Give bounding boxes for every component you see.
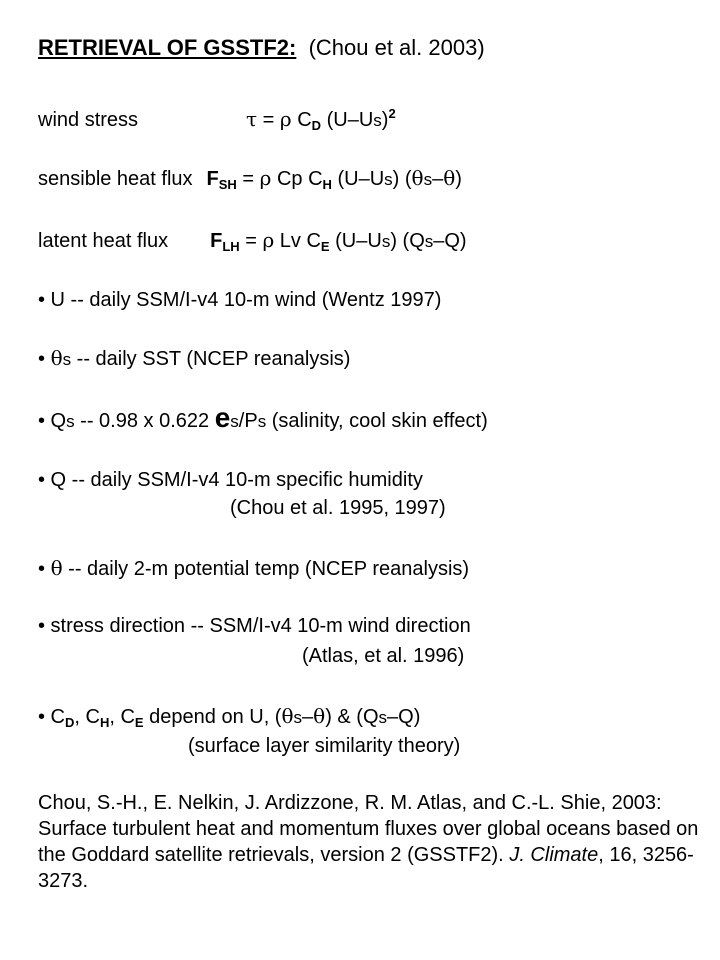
eq-part: (U–U [331,168,385,190]
bullet-text: -- daily 2-m potential temp (NCEP reanalysis) [62,558,470,580]
latent-heat-equation [38,228,467,259]
s-sub: s [230,412,239,431]
theta-symbol: θ [50,346,63,370]
bullet-text: , C [109,706,135,728]
exponent: 2 [388,106,396,121]
bullet-text: /P [238,410,258,432]
c-coef: C [291,109,312,131]
bullet-qs [38,402,488,434]
bullet-q-line1: • Q -- daily SSM/I-v4 10-m specific humidity [38,469,423,491]
title-cite: (Chou et al. 2003) [308,35,485,60]
s-sub: s [384,170,393,189]
bullet-text: depend on U, ( [143,706,282,728]
lv-coef: Lv C [274,230,321,252]
bullet-coeffs [38,704,420,735]
eq-part: ) (Q [390,230,425,252]
theta-symbol: θ [50,556,63,580]
reference-text: Chou, S.-H., E. Nelkin, J. Ardizzone, R. M. Atlas, and C.-L. Shie, 2003: Surface turbulent heat and momentum fluxes over global oceans based on the Goddard satellite retrievals, version 2 (GSSTF2). [38,792,699,866]
eq-close: ) [455,168,462,190]
eq-part: (U–U [329,230,382,252]
eq-part: ) ( [392,168,412,190]
s-sub: s [381,232,391,251]
wind-stress-equation [38,102,396,138]
title-main: RETRIEVAL OF GSSTF2 [38,35,289,60]
s-sub: s [378,708,388,727]
bullet-mark: • [38,558,51,580]
theta-symbol: θ [443,166,456,190]
s-sub: s [373,111,382,130]
eq-close: ) [381,109,389,131]
bullet-mark: • [38,348,51,370]
bullet-text: (salinity, cool skin effect) [266,410,488,432]
bullet-coeffs-line2: (surface layer similarity theory) [188,735,461,757]
bullet-theta [38,556,469,581]
f-symbol: F [206,168,219,190]
f-symbol: F [210,230,223,252]
theta-symbol: θ [313,704,326,728]
c-sub: H [99,715,110,730]
f-sub: LH [222,239,240,254]
sensible-heat-equation [38,166,462,197]
s-sub: s [293,708,303,727]
s-sub: s [423,170,433,189]
c-sub: D [65,715,75,730]
bullet-text: • Q [38,410,67,432]
theta-symbol: θ [281,704,294,728]
equals: = [239,230,263,252]
s-sub: s [62,350,72,369]
f-sub: SH [218,177,237,192]
cp-coef: Cp C [271,168,323,190]
c-sub: D [311,118,322,133]
bullet-u: • U -- daily SSM/I-v4 10-m wind (Wentz 1997) [38,289,442,311]
bullet-text: –Q) [387,706,421,728]
bullet-stress-dir-line2: (Atlas, et al. 1996) [302,645,465,667]
s-sub: s [66,412,75,431]
reference-tail: , 16, 3256-3273. [38,844,694,892]
dash: – [302,706,314,728]
bullet-text: • C [38,706,66,728]
equals: = [257,109,280,131]
s-sub: s [424,232,434,251]
equals: = [236,168,260,190]
page-title [38,36,485,60]
dash: – [432,168,444,190]
c-sub: H [322,177,332,192]
bullet-stress-dir-line1: • stress direction -- SSM/I-v4 10-m wind direction [38,615,471,637]
rho-symbol: ρ [279,107,292,131]
wind-stress-label: wind stress [38,109,139,131]
latent-label: latent heat flux [38,230,169,252]
bullet-text: ) & (Q [325,706,379,728]
c-sub: E [134,715,144,730]
c-sub: E [320,239,330,254]
rho-symbol: ρ [262,228,275,252]
sensible-label: sensible heat flux [38,168,193,190]
title-colon: : [289,35,297,60]
bullet-theta-s [38,346,350,372]
bullet-text: , C [74,706,100,728]
bullet-q-line2: (Chou et al. 1995, 1997) [230,497,446,519]
theta-symbol: θ [411,166,424,190]
reference-citation [38,790,708,894]
rho-symbol: ρ [259,166,272,190]
tau-symbol: τ [246,107,258,131]
s-sub: s [257,412,267,431]
e-symbol: e [214,402,231,433]
reference-journal: J. Climate [509,844,599,866]
bullet-text: -- 0.98 x 0.622 [74,410,215,432]
eq-close: –Q) [433,230,467,252]
bullet-text: -- daily SST (NCEP reanalysis) [71,348,351,370]
eq-rest: (U–U [321,109,374,131]
